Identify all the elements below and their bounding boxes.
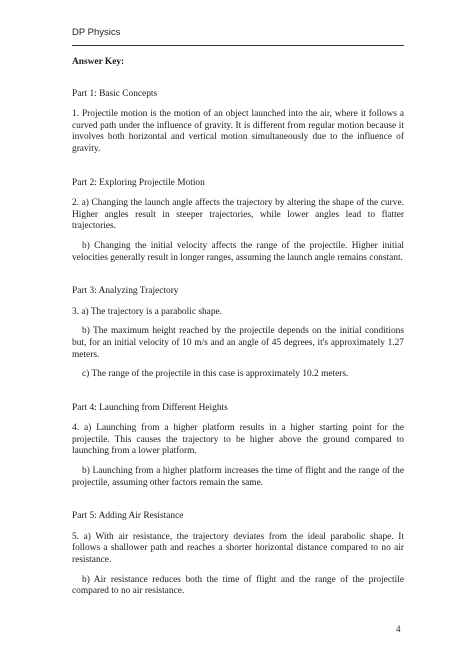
answer-paragraph: c) The range of the projectile in this case is approximately 10.2 meters. (82, 369, 349, 380)
answer-paragraph: b) Launching from a higher platform increases the time of flight and the range of the projectile, assuming other factors remain the same. (72, 466, 404, 488)
section-part-3 (72, 286, 404, 381)
section-part-4 (72, 403, 404, 490)
header-title: DP Physics (72, 27, 121, 38)
section-title: Part 3: Analyzing Trajectory (72, 286, 179, 297)
section-title: Part 5: Adding Air Resistance (72, 511, 184, 522)
header-rule (72, 45, 404, 46)
answer-paragraph: 4. a) Launching from a higher platform results in a higher starting point for the projectile. This causes the trajectory to be higher above the ground compared to launching from a lower platform. (72, 423, 404, 457)
answer-paragraph: b) Changing the initial velocity affects the range of the projectile. Higher initial velocities generally result in longer ranges, assuming the launch angle remains constant. (72, 240, 404, 263)
page-number: 4 (396, 624, 401, 634)
section-title: Part 2: Exploring Projectile Motion (72, 177, 205, 188)
answer-paragraph: 5. a) With air resistance, the trajectory deviates from the ideal parabolic shape. It follows a shallower path and reaches a shorter horizontal distance compared to no air resistance. (72, 531, 404, 566)
section-part-1 (72, 89, 404, 156)
section-part-2 (72, 178, 404, 265)
answer-paragraph: b) Air resistance reduces both the time of flight and the range of the projectile compared to no air resistance. (72, 574, 404, 597)
answer-paragraph: 1. Projectile motion is the motion of an object launched into the air, where it follows a curved path under the influence of gravity. It is different from regular motion because it involves both horizontal and vertical motion simultaneously due to the influence of gravity. (72, 109, 404, 154)
answer-key-heading: Answer Key: (72, 57, 125, 67)
section-part-5 (72, 511, 404, 598)
section-title: Part 1: Basic Concepts (72, 88, 158, 99)
document-body (72, 57, 404, 620)
answer-paragraph: 3. a) The trajectory is a parabolic shape. (72, 306, 223, 317)
answer-paragraph: b) The maximum height reached by the projectile depends on the initial conditions but, for an initial velocity of 10 m/s and an angle of 45 degrees, it's approximately 1.27 meters. (72, 326, 404, 360)
section-title: Part 4: Launching from Different Heights (72, 402, 228, 413)
answer-paragraph: 2. a) Changing the launch angle affects the trajectory by altering the shape of the curve. Higher angles result in steeper trajectories, while lower angles lead to flatter trajectories. (72, 198, 404, 232)
